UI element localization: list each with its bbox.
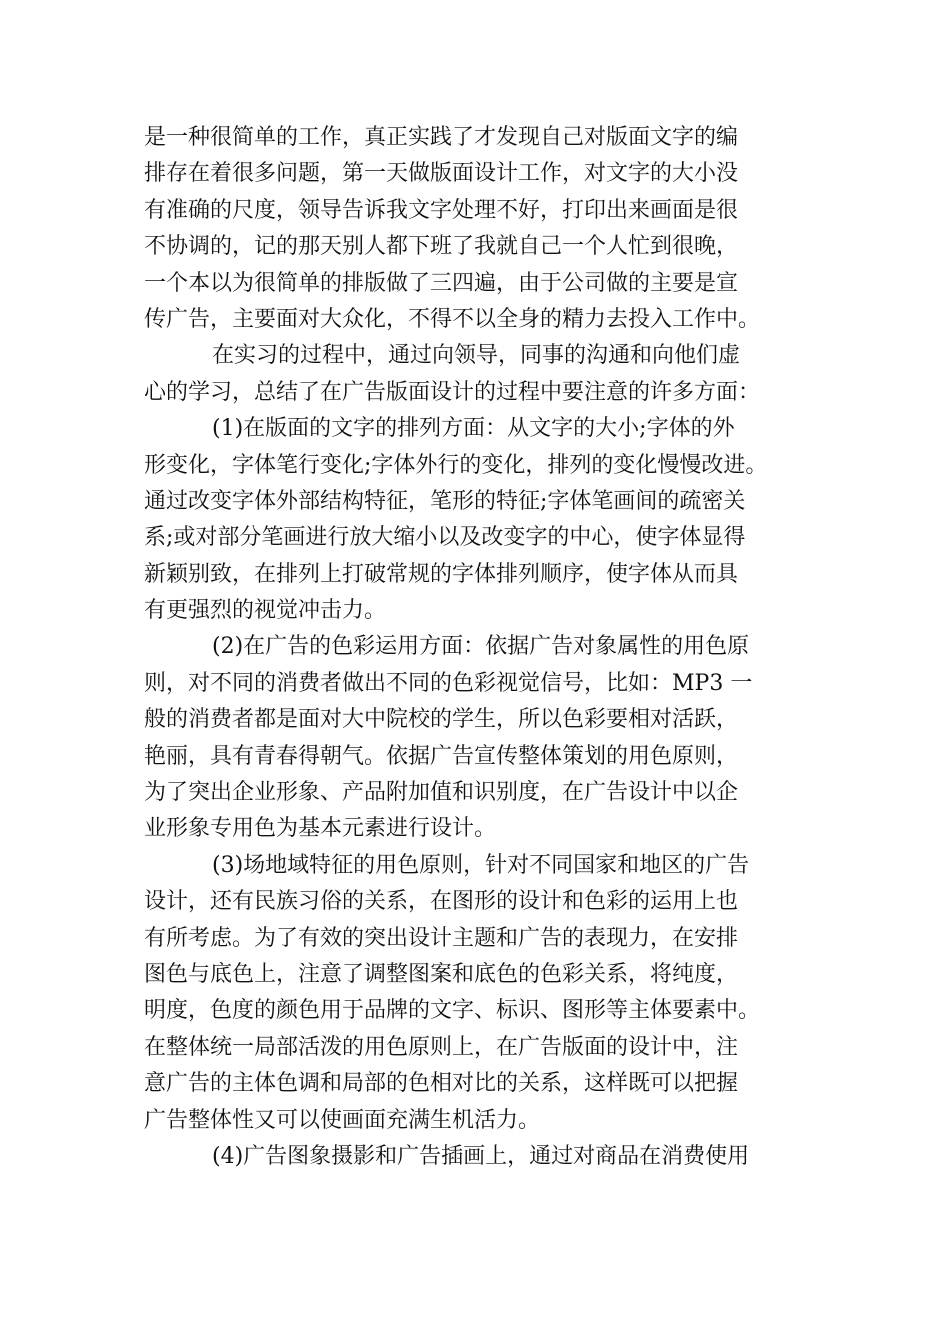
text-line: 一个本以为很简单的排版做了三四遍，由于公司做的主要是宣 <box>144 270 739 296</box>
body-text <box>144 120 814 1175</box>
text-line: 传广告，主要面对大众化，不得不以全身的精力去投入工作中。 <box>144 306 761 332</box>
text-line: 图色与底色上，注意了调整图案和底色的色彩关系，将纯度， <box>144 961 739 987</box>
text-line: 艳丽，具有青春得朝气。依据广告宣传整体策划的用色原则， <box>144 743 739 769</box>
text-line: 有更强烈的视觉冲击力。 <box>144 598 387 624</box>
text-line: 为了突出企业形象、产品附加值和识别度，在广告设计中以企 <box>144 780 739 806</box>
text-line: 明度，色度的颜色用于品牌的文字、标识、图形等主体要素中。 <box>144 998 761 1024</box>
text-line: 有所考虑。为了有效的突出设计主题和广告的表现力，在安排 <box>144 925 739 951</box>
text-line: 意广告的主体色调和局部的色相对比的关系，这样既可以把握 <box>144 1071 739 1097</box>
text-line: 是一种很简单的工作，真正实践了才发现自己对版面文字的编 <box>144 125 739 150</box>
paragraph-first-line: (4)广告图象摄影和广告插画上，通过对商品在消费使用 <box>212 1143 750 1169</box>
paragraph-first-line: (2)在广告的色彩运用方面：依据广告对象属性的用色原 <box>212 634 750 660</box>
text-line: 广告整体性又可以使画面充满生机活力。 <box>144 1107 541 1133</box>
text-line: 不协调的，记的那天别人都下班了我就自己一个人忙到很晚， <box>144 234 739 260</box>
paragraph-first-line: (1)在版面的文字的排列方面：从文字的大小;字体的外 <box>212 416 735 442</box>
text-line: 则，对不同的消费者做出不同的色彩视觉信号，比如：MP3 一 <box>144 670 753 696</box>
text-line: 排存在着很多问题，第一天做版面设计工作，对文字的大小没 <box>144 161 739 187</box>
text-line: 设计，还有民族习俗的关系，在图形的设计和色彩的运用上也 <box>144 889 739 915</box>
text-line: 形变化，字体笔行变化;字体外行的变化，排列的变化慢慢改进。 <box>144 452 768 478</box>
paragraph-first-line: (3)场地域特征的用色原则，针对不同国家和地区的广告 <box>212 852 750 878</box>
text-line: 业形象专用色为基本元素进行设计。 <box>144 816 497 842</box>
text-line: 般的消费者都是面对大中院校的学生，所以色彩要相对活跃， <box>144 707 739 733</box>
text-line: 通过改变字体外部结构特征，笔形的特征;字体笔画间的疏密关 <box>144 488 746 514</box>
text-line: 心的学习，总结了在广告版面设计的过程中要注意的许多方面： <box>144 379 761 405</box>
text-line: 新颖别致，在排列上打破常规的字体排列顺序，使字体从而具 <box>144 561 739 587</box>
text-line: 在整体统一局部活泼的用色原则上，在广告版面的设计中，注 <box>144 1034 739 1060</box>
text-line: 有准确的尺度，领导告诉我文字处理不好，打印出来画面是很 <box>144 197 739 223</box>
text-line: 系;或对部分笔画进行放大缩小以及改变字的中心，使字体显得 <box>144 525 746 551</box>
paragraph-first-line: 在实习的过程中，通过向领导，同事的沟通和向他们虚 <box>212 343 741 369</box>
